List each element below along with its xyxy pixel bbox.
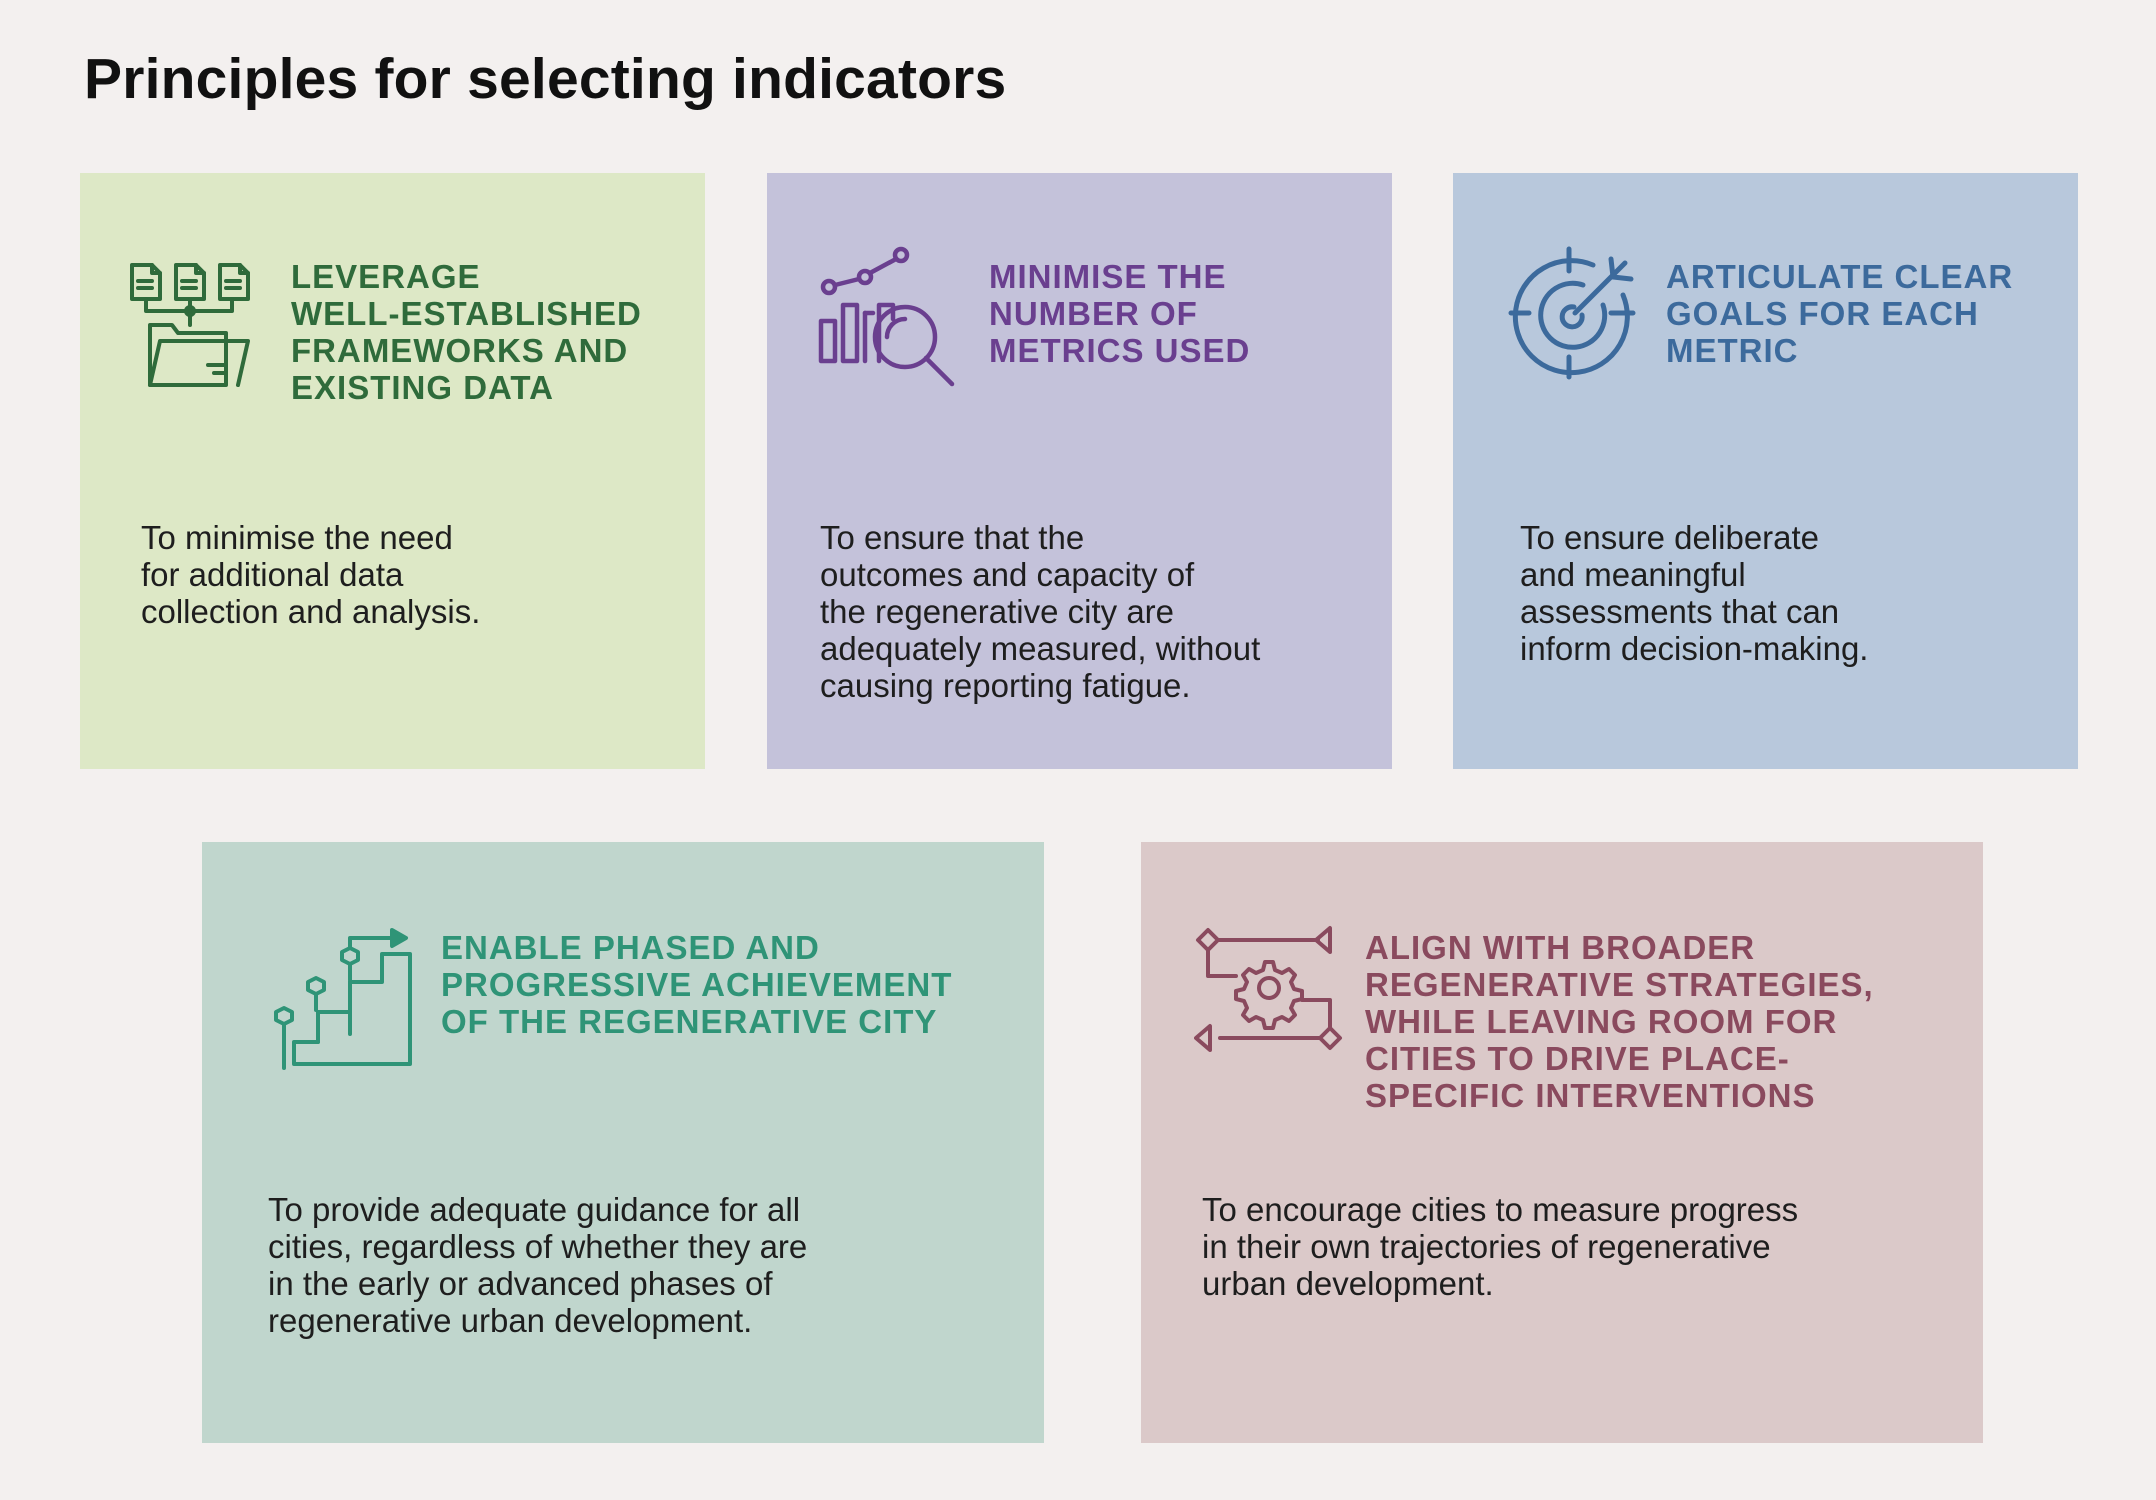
card-heading: ENABLE PHASED AND PROGRESSIVE ACHIEVEMENT OF THE REGENERATIVE CITY	[441, 929, 953, 1040]
principle-card-minimise-metrics	[767, 173, 1392, 769]
chart-magnifier-icon	[817, 245, 962, 390]
documents-folder-icon	[128, 261, 258, 391]
gear-process-icon	[1194, 924, 1344, 1059]
card-body: To ensure deliberate and meaningful assessments that can inform decision-making.	[1520, 519, 1869, 667]
card-heading: ARTICULATE CLEAR GOALS FOR EACH METRIC	[1666, 258, 2014, 369]
card-body: To encourage cities to measure progress in their own trajectories of regenerative urban development.	[1202, 1191, 1799, 1302]
page-title: Principles for selecting indicators	[84, 47, 1007, 111]
card-body: To ensure that the outcomes and capacity of the regenerative city are adequately measured, without causing reporting fatigue.	[820, 519, 1261, 704]
staircase-progress-icon	[262, 920, 422, 1070]
card-body: To provide adequate guidance for all cities, regardless of whether they are in the early or advanced phases of regenerative urban development.	[268, 1191, 808, 1339]
principle-card-phased-achievement	[202, 842, 1044, 1443]
target-arrow-icon	[1507, 245, 1642, 380]
principle-card-leverage-frameworks	[80, 173, 705, 769]
principle-card-align-strategies	[1141, 842, 1983, 1443]
card-body: To minimise the need for additional data collection and analysis.	[141, 519, 481, 630]
card-heading: MINIMISE THE NUMBER OF METRICS USED	[989, 258, 1251, 369]
card-heading: LEVERAGE WELL-ESTABLISHED FRAMEWORKS AND EXISTING DATA	[291, 258, 642, 406]
principle-card-articulate-goals	[1453, 173, 2078, 769]
card-heading: ALIGN WITH BROADER REGENERATIVE STRATEGIES, WHILE LEAVING ROOM FOR CITIES TO DRIVE PLACE- SPECIFIC INTERVENTIONS	[1365, 929, 1874, 1114]
